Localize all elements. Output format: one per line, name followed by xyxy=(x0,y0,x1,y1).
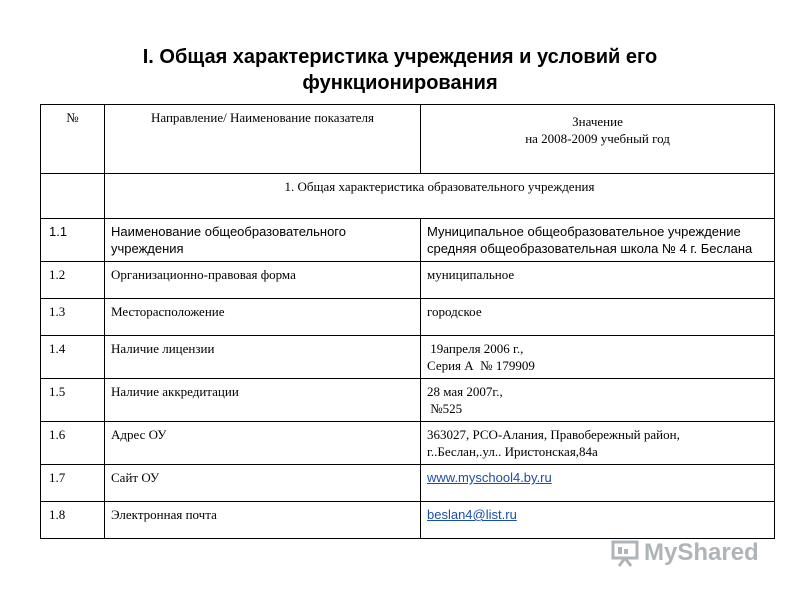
row-number: 1.5 xyxy=(41,379,105,422)
row-indicator: Наименование общеобразовательного учреждения xyxy=(105,219,421,262)
table-row xyxy=(41,262,775,299)
myshared-watermark xyxy=(610,536,759,570)
row-number: 1.4 xyxy=(41,336,105,379)
table-row xyxy=(41,422,775,465)
row-indicator: Электронная почта xyxy=(105,502,421,539)
row-value xyxy=(421,422,775,465)
table-row xyxy=(41,299,775,336)
license-series: Серия А № 179909 xyxy=(427,358,535,373)
row-value: Муниципальное общеобразовательное учреждение средняя общеобразовательная школа № 4 г. Беслана xyxy=(421,219,775,262)
header-value-line-2: на 2008-2009 учебный год xyxy=(525,131,670,146)
row-number: 1.6 xyxy=(41,422,105,465)
table-row xyxy=(41,465,775,502)
row-number: 1.2 xyxy=(41,262,105,299)
row-indicator: Месторасположение xyxy=(105,299,421,336)
row-number: 1.1 xyxy=(41,219,105,262)
row-indicator: Наличие аккредитации xyxy=(105,379,421,422)
watermark-text: MyShared xyxy=(644,539,759,566)
header-value-line-1: Значение xyxy=(572,114,623,129)
row-indicator: Наличие лицензии xyxy=(105,336,421,379)
table-row xyxy=(41,502,775,539)
table-row xyxy=(41,379,775,422)
row-indicator: Организационно-правовая форма xyxy=(105,262,421,299)
table-header-row xyxy=(41,105,775,174)
accreditation-date: 28 мая 2007г., xyxy=(427,384,503,399)
table-row xyxy=(41,219,775,262)
row-value xyxy=(421,336,775,379)
table-row xyxy=(41,336,775,379)
accreditation-number: №525 xyxy=(427,401,463,416)
row-indicator: Адрес ОУ xyxy=(105,422,421,465)
website-link[interactable]: www.myschool4.by.ru xyxy=(427,470,552,485)
row-number: 1.7 xyxy=(41,465,105,502)
email-link[interactable]: beslan4@list.ru xyxy=(427,507,517,522)
row-value: городское xyxy=(421,299,775,336)
header-number: № xyxy=(41,105,105,174)
address-line-1: 363027, РСО-Алания, Правобережный район, xyxy=(427,427,680,442)
institution-table xyxy=(40,104,775,539)
row-number: 1.8 xyxy=(41,502,105,539)
header-value xyxy=(421,105,775,174)
row-value xyxy=(421,379,775,422)
section-title: 1. Общая характеристика образовательного учреждения xyxy=(105,174,775,219)
section-blank-cell xyxy=(41,174,105,219)
row-indicator: Сайт ОУ xyxy=(105,465,421,502)
license-date: 19апреля 2006 г., xyxy=(427,341,524,356)
title-line-2: функционирования xyxy=(302,72,498,94)
row-value: муниципальное xyxy=(421,262,775,299)
presentation-board-icon xyxy=(610,538,640,568)
address-line-2: г..Беслан,.ул.. Иристонская,84а xyxy=(427,444,598,459)
header-indicator: Направление/ Наименование показателя xyxy=(105,105,421,174)
page-title xyxy=(0,44,800,96)
row-value xyxy=(421,502,775,539)
section-row xyxy=(41,174,775,219)
title-line-1: I. Общая характеристика учреждения и условий его xyxy=(142,46,658,68)
row-value xyxy=(421,465,775,502)
row-number: 1.3 xyxy=(41,299,105,336)
